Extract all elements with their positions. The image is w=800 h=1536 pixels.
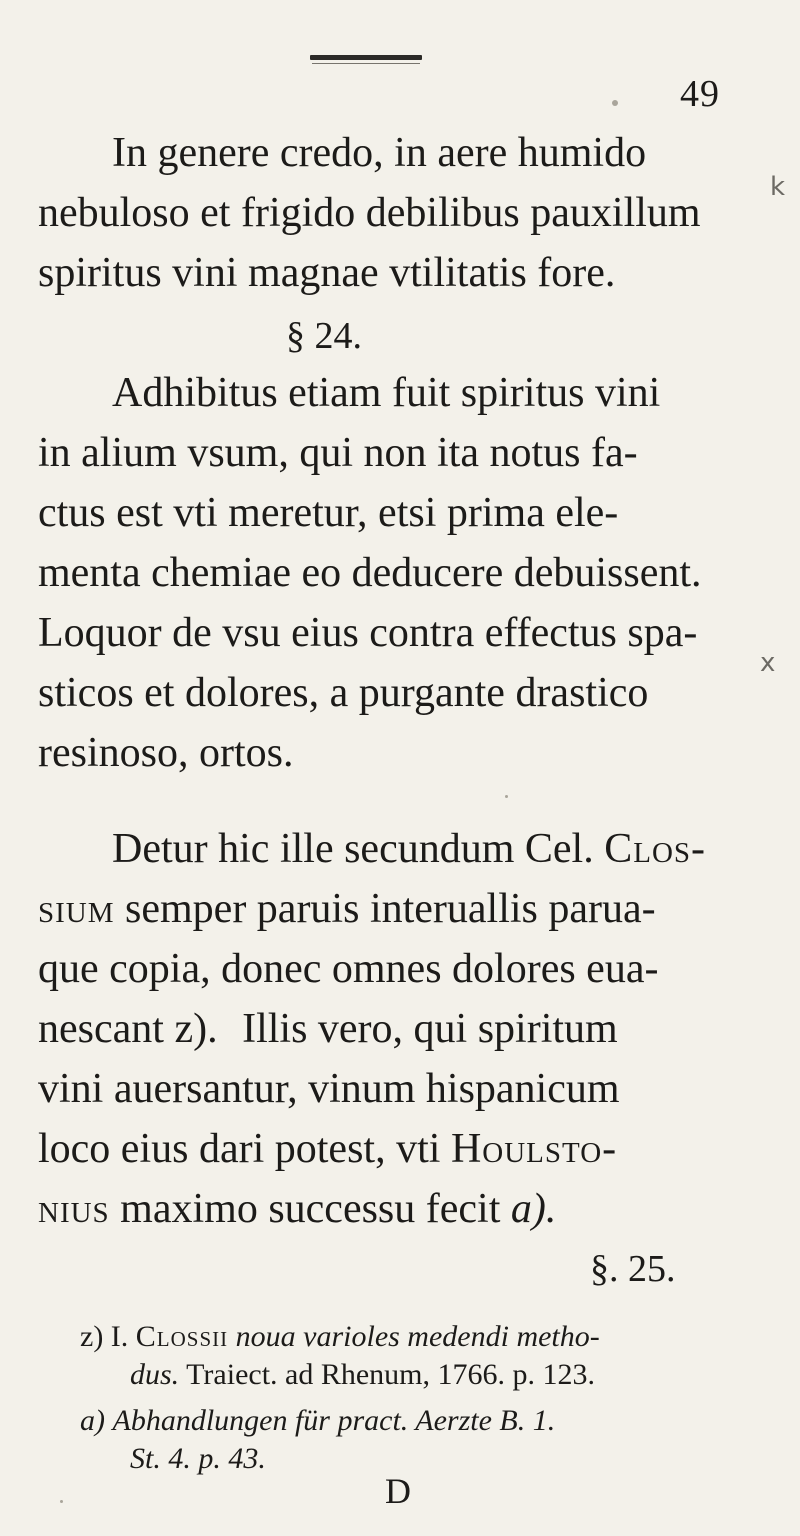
footnote-author: Clossii: [135, 1320, 229, 1353]
author-name: sium: [38, 886, 115, 932]
text-line: resinoso, ortos.: [38, 730, 294, 776]
text-line: Adhibitus etiam fuit spiritus vini: [112, 370, 661, 416]
text-line: vini auersantur, vinum hispanicum: [38, 1066, 620, 1112]
text-line: [38, 1008, 618, 1050]
footnote-text: St. 4. p. 43.: [130, 1442, 266, 1475]
text-line: menta chemiae eo deducere debuissent.: [38, 550, 702, 596]
text-line: in alium vsum, qui non ita notus fa-: [38, 430, 638, 476]
author-name: Clos-: [604, 826, 707, 872]
text-line: [38, 1128, 617, 1170]
text-line: [38, 1188, 556, 1230]
footnote-a: [80, 1406, 555, 1436]
author-name: Houlsto-: [450, 1126, 618, 1172]
text-line: Loquor de vsu eius contra effectus spa-: [38, 610, 698, 656]
footnote-mark: z) I.: [80, 1320, 129, 1353]
footnote-ref: a).: [510, 1186, 557, 1232]
section-heading: § 24.: [286, 315, 362, 357]
text-span: Illis vero, qui spiritum: [242, 1006, 618, 1052]
margin-mark: x: [760, 648, 776, 678]
footnote-text: Traiect. ad Rhenum, 1766. p. 123.: [186, 1358, 596, 1391]
text-span: nescant z).: [38, 1006, 218, 1052]
section-heading: §. 25.: [590, 1248, 676, 1290]
header-rule-thin: [312, 63, 420, 64]
text-line: que copia, donec omnes dolores eua-: [38, 946, 659, 992]
text-line: ctus est vti meretur, etsi prima ele-: [38, 490, 619, 536]
text-span: semper paruis interuallis parua-: [125, 886, 656, 932]
paper-speck: [612, 100, 618, 106]
margin-mark: k: [770, 172, 786, 202]
author-name: nius: [38, 1186, 110, 1232]
paper-speck: [505, 795, 508, 798]
paper-speck: [60, 1500, 63, 1503]
text-line: nebuloso et frigido debilibus pauxillum: [38, 190, 701, 236]
footnote-z-cont: [130, 1360, 595, 1390]
text-line: spiritus vini magnae vtilitatis fore.: [38, 250, 616, 296]
footnote-z: [80, 1322, 600, 1352]
footnote-title: noua varioles medendi metho-: [235, 1320, 600, 1353]
header-rule: [310, 55, 422, 60]
footnote-title: dus.: [130, 1358, 180, 1391]
footnote-title: Abhandlungen für pract. Aerzte B. 1.: [112, 1404, 556, 1437]
text-span: Detur hic ille secundum Cel.: [112, 826, 594, 872]
text-line: sticos et dolores, a purgante drastico: [38, 670, 649, 716]
footnote-a-cont: [130, 1444, 266, 1474]
text-span: loco eius dari potest, vti: [38, 1126, 441, 1172]
text-span: maximo successu fecit: [120, 1186, 501, 1232]
text-line: In genere credo, in aere humido: [112, 130, 647, 176]
page-number: 49: [680, 73, 720, 115]
footnote-mark: a): [80, 1404, 105, 1437]
text-line: [38, 888, 656, 930]
signature-mark: D: [385, 1471, 411, 1511]
text-line: [112, 828, 706, 870]
